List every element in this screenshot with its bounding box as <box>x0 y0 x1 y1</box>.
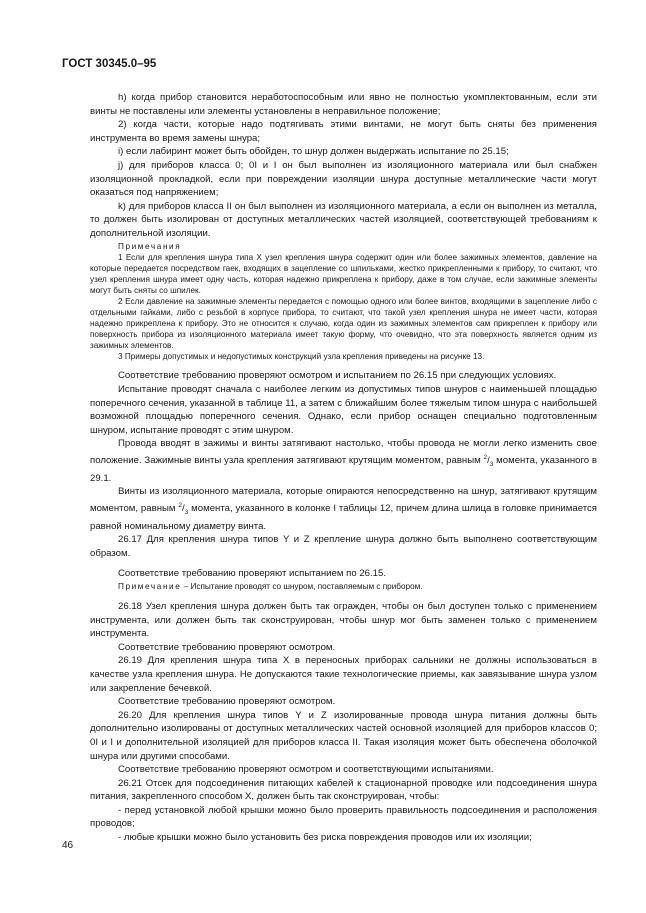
paragraph: 26.18 Узел крепления шнура должен быть так огражден, чтобы он был доступен только с применением инструмента, или должен быть так сконструирован, чтобы шнур мог быть заменен только с применением инструмента. <box>90 600 597 640</box>
note-inline <box>90 581 597 593</box>
page-number: 46 <box>62 840 74 851</box>
paragraph: h) когда прибор становится неработоспособным или явно не полностью укомплектованным, если эти винты не поставлены или элементы установлены в неправильное положение; <box>90 92 597 117</box>
paragraph: 26.17 Для крепления шнура типов Y и Z крепление шнура должно быть выполнено соответствующим образом. <box>90 534 597 559</box>
fraction-denominator: 3 <box>489 461 494 469</box>
text-segment: момента, указанного в 29.1. <box>90 455 597 484</box>
paragraph: 26.20 Для крепления шнура типов Y и Z изолированные провода шнура питания должны быть дополнительно изолированы от доступных металлических частей основной изоляцией для приборов классов 0; 0I и I и дополнительной изоляцией для приборов класса II. Такая изоляция может быть обеспечена оболочкой шнура или другими способами. <box>90 709 597 762</box>
note-item: 1 Если для крепления шнура типа X узел крепления шнура содержит один или более зажимных элементов, давление на которые передается посредством гаек, входящих в зацепление со шпильками, жестко прикрепленными к прибору, то считают, что узел крепления шнура имеет одну часть, которая надежно прикреплена к прибору, даже в том случае, если зажимные элементы могут быть сняты со шпилек. <box>90 252 597 295</box>
notes-title: Примечания <box>118 241 182 251</box>
paragraph: Соответствие требованию проверяют осмотром и соответствующими испытаниями. <box>118 764 494 776</box>
paragraph: Соответствие требованию проверяют испытанием по 26.15. <box>118 568 387 580</box>
list-item: - перед установкой любой крышки можно было проверить правильность подсоединения и расположения проводов; <box>90 804 597 830</box>
paragraph: Испытание проводят сначала с наиболее легким из допустимых типов шнуров с наименьшей площадью поперечного сечения, указанной в таблице 11, а затем с ближайшим более тяжелым типом шнура с наибольшей возможной площадью поперечного сечения. Однако, если прибор оснащен специально подготовленным шнуром, испытание проводят с этим шнуром. <box>90 384 597 436</box>
paragraph-insulation-screws <box>90 485 597 533</box>
paragraph: 26.21 Отсек для подсоединения питающих кабелей к стационарной проводке или подсоединения шнура питания, закрепленного способом X, должен быть так сконструирован, чтобы: <box>90 777 597 803</box>
paragraph: Соответствие требованию проверяют осмотром. <box>118 696 336 708</box>
note-label: Примечание <box>118 581 182 591</box>
fraction-numerator: 2 <box>178 501 182 509</box>
paragraph: 2) когда части, которые надо подтягивать этими винтами, не могут быть сняты без применения инструмента во время замены шнура; <box>90 119 597 144</box>
fraction-two-thirds: $^2/_3$ <box>178 501 189 516</box>
text-segment: момента, указанного в колонке I таблицы 12, причем длина шлица в головке принимается равной номинальному диаметру винта. <box>90 503 598 532</box>
note-text: – Испытание проводят со шнуром, поставляемым с прибором. <box>181 581 423 591</box>
text-segment: Провода вводят в зажимы и винты затягивают настолько, чтобы провода не могли легко изменить свое положение. Зажимные винты узла крепления затягивают крутящим моментом, равным <box>90 438 597 467</box>
paragraph: Соответствие требованию проверяют осмотром. <box>118 641 336 653</box>
paragraph: k) для приборов класса II он был выполнен из изоляционного материала, а если он выполнен из металла, то должен быть изолирован от доступных металлических частей изоляцией, соответствующей требованиям к дополнительной изоляции. <box>90 200 597 239</box>
paragraph: j) для приборов класса 0; 0I и I он был выполнен из изоляционного материала или был снабжен изоляционной прокладкой, если при повреждении изоляции шнура доступные металлические части могут оказаться под напряжением; <box>90 159 597 199</box>
fraction-denominator: 3 <box>184 509 189 516</box>
note-item: 2 Если давление на зажимные элементы передается с помощью одного или более винтов, входящими в зацепление либо с отдельными гайками, либо с резьбой в корпусе прибора, то считают, что такой узел крепления шнура не имеет части, которая надежно прикреплена к прибору. Это не относится к случаю, когда один из зажимных элементов сам прикреплен к прибору или поверхность прибора из изоляционного материала имеет такую форму, что очевидно, что эта поверхность является одним из зажимных элементов. <box>90 296 597 351</box>
list-item: - любые крышки можно было установить без риска повреждения проводов или их изоляции; <box>118 832 532 844</box>
text-segment: Винты из изоляционного материала, которые опираются непосредственно на шнур, затягивают крутящим моментом, равным <box>90 486 597 515</box>
paragraph-torque <box>90 437 597 485</box>
note-item: 3 Примеры допустимых и недопустимых конструкций узла крепления приведены на рисунке 13. <box>118 352 485 362</box>
document-body <box>90 91 597 845</box>
document-header: ГОСТ 30345.0–95 <box>62 58 157 70</box>
paragraph: Соответствие требованию проверяют осмотром и испытанием по 26.15 при следующих условиях. <box>118 370 557 382</box>
fraction-two-thirds: $^2/_3$ <box>483 454 494 469</box>
paragraph: i) если лабиринт может быть обойден, то шнур должен выдержать испытание по 25.15; <box>118 146 509 158</box>
fraction-numerator: 2 <box>483 454 488 462</box>
paragraph: 26.19 Для крепления шнура типа X в переносных приборах сальники не должны использоваться в качестве узла крепления шнура. Не допускаются такие технологические приемы, как завязывание шнура узлом или закрепление бечевкой. <box>90 655 597 694</box>
